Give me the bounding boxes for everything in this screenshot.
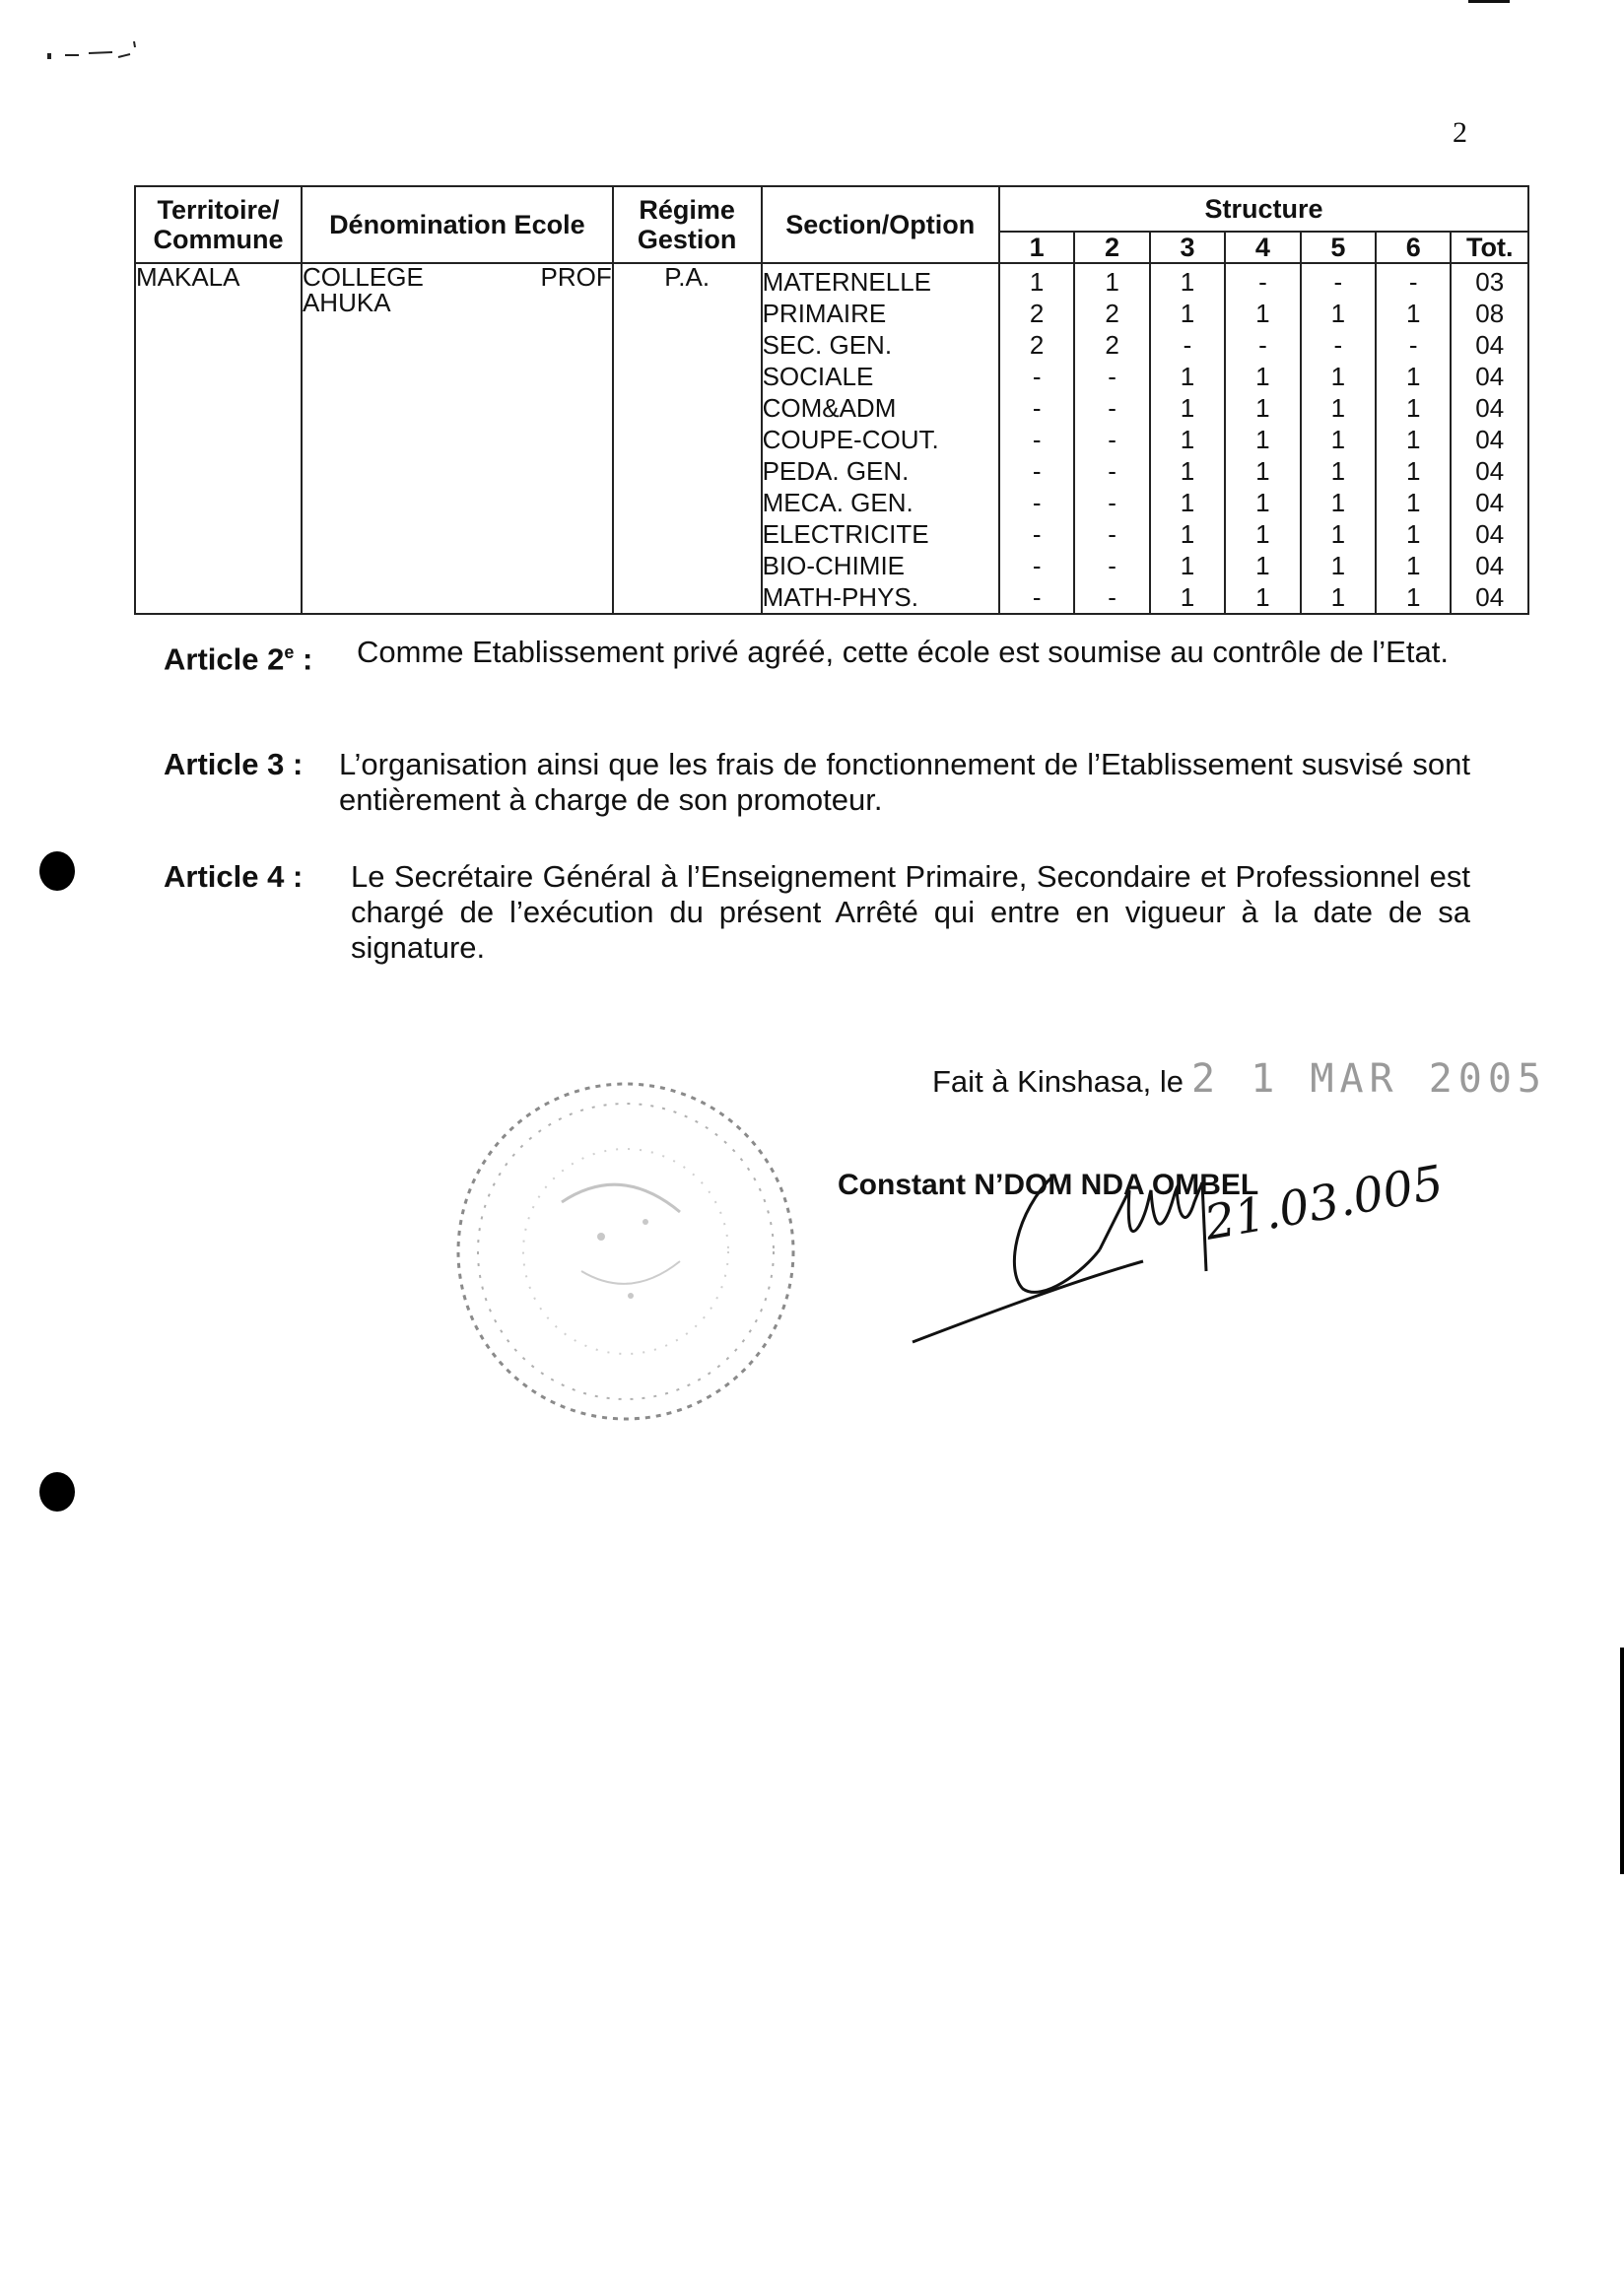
value-col-2: - (1108, 456, 1116, 487)
value-col-1: 2 (1029, 299, 1045, 329)
value-col-6: 1 (1406, 582, 1421, 613)
cell-col-1 (999, 263, 1074, 614)
value-col-3: 1 (1180, 519, 1195, 550)
value-col-tot: 04 (1475, 362, 1505, 392)
header-col-1: 1 (999, 232, 1074, 263)
value-col-5: 1 (1330, 551, 1346, 581)
cell-regime: P.A. (613, 263, 762, 614)
article-2 (164, 635, 1470, 677)
value-col-4: 1 (1255, 488, 1270, 518)
school-structure-table (134, 185, 1529, 615)
value-col-6: - (1408, 330, 1418, 361)
cell-col-2 (1074, 263, 1149, 614)
value-col-1: - (1032, 393, 1042, 424)
article-3-label: Article 3 : (164, 747, 304, 781)
value-col-1: - (1032, 456, 1042, 487)
cell-col-tot (1451, 263, 1528, 614)
value-col-2: - (1108, 362, 1116, 392)
header-col-6: 6 (1376, 232, 1451, 263)
section-item: MATERNELLE (762, 267, 932, 298)
value-col-4: 1 (1255, 393, 1270, 424)
cell-territoire: MAKALA (135, 263, 302, 614)
value-col-5: 1 (1330, 488, 1346, 518)
value-col-5: 1 (1330, 425, 1346, 455)
value-col-tot: 04 (1475, 456, 1505, 487)
value-col-3: - (1183, 330, 1192, 361)
article-4 (164, 859, 1470, 966)
value-col-tot: 04 (1475, 393, 1505, 424)
value-col-3: 1 (1180, 488, 1195, 518)
value-col-5: 1 (1330, 582, 1346, 613)
value-col-tot: 04 (1475, 425, 1505, 455)
header-denomination: Dénomination Ecole (302, 186, 613, 263)
value-col-6: 1 (1406, 488, 1421, 518)
value-col-2: - (1108, 488, 1116, 518)
scan-noise-mark (39, 34, 158, 63)
section-item: SEC. GEN. (762, 330, 893, 361)
value-col-5: - (1333, 267, 1343, 298)
value-col-6: 1 (1406, 456, 1421, 487)
value-col-5: 1 (1330, 456, 1346, 487)
value-col-1: - (1032, 519, 1042, 550)
section-item: PRIMAIRE (762, 299, 887, 329)
value-col-5: 1 (1330, 519, 1346, 550)
cell-denomination (302, 263, 613, 614)
value-col-1: 1 (1029, 267, 1045, 298)
value-col-6: 1 (1406, 393, 1421, 424)
value-col-2: - (1108, 519, 1116, 550)
margin-line (1620, 1648, 1624, 1874)
header-regime: Régime Gestion (613, 186, 762, 263)
value-col-tot: 04 (1475, 519, 1505, 550)
value-col-1: - (1032, 551, 1042, 581)
section-item: PEDA. GEN. (762, 456, 910, 487)
value-col-3: 1 (1180, 551, 1195, 581)
value-col-1: 2 (1029, 330, 1045, 361)
section-item: BIO-CHIMIE (762, 551, 906, 581)
header-col-tot: Tot. (1451, 232, 1528, 263)
value-col-4: 1 (1255, 456, 1270, 487)
page-number: 2 (1453, 116, 1467, 149)
denomination-line1-right: PROF (540, 262, 612, 293)
handwritten-signature (907, 1155, 1448, 1360)
value-col-4: - (1258, 330, 1267, 361)
value-col-4: - (1258, 267, 1267, 298)
value-col-2: 1 (1105, 267, 1119, 298)
value-col-tot: 04 (1475, 330, 1505, 361)
handwritten-date: 21.03.005 (1200, 1155, 1448, 1251)
value-col-5: - (1333, 330, 1343, 361)
cell-col-4 (1225, 263, 1300, 614)
cell-col-3 (1150, 263, 1225, 614)
value-col-1: - (1032, 362, 1042, 392)
section-item: COM&ADM (762, 393, 897, 424)
value-col-2: - (1108, 393, 1116, 424)
value-col-4: 1 (1255, 299, 1270, 329)
table-row (135, 263, 1528, 614)
value-col-6: 1 (1406, 519, 1421, 550)
article-4-text: Le Secrétaire Général à l’Enseignement Primaire, Secondaire et Professionnel est chargé de l’exécution du présent Arrêté qui entre en vigueur à la date de sa signature. (351, 859, 1470, 965)
punch-hole-mark (39, 1472, 75, 1512)
value-col-2: 2 (1105, 299, 1119, 329)
value-col-6: 1 (1406, 551, 1421, 581)
value-col-tot: 08 (1475, 299, 1505, 329)
punch-hole-mark (39, 851, 75, 891)
value-col-1: - (1032, 488, 1042, 518)
section-item: MECA. GEN. (762, 488, 914, 518)
header-col-4: 4 (1225, 232, 1300, 263)
header-section: Section/Option (762, 186, 999, 263)
value-col-6: 1 (1406, 299, 1421, 329)
value-col-6: 1 (1406, 425, 1421, 455)
value-col-3: 1 (1180, 393, 1195, 424)
article-4-label: Article 4 : (164, 859, 304, 894)
value-col-3: 1 (1180, 362, 1195, 392)
value-col-tot: 04 (1475, 582, 1505, 613)
value-col-4: 1 (1255, 551, 1270, 581)
value-col-3: 1 (1180, 456, 1195, 487)
header-territoire: Territoire/ Commune (135, 186, 302, 263)
value-col-2: - (1108, 425, 1116, 455)
value-col-4: 1 (1255, 582, 1270, 613)
value-col-1: - (1032, 425, 1042, 455)
article-3-text: L’organisation ainsi que les frais de fonctionnement de l’Etablissement susvisé sont entièrement à charge de son promoteur. (339, 747, 1470, 817)
value-col-tot: 04 (1475, 488, 1505, 518)
header-structure: Structure (999, 186, 1528, 232)
value-col-3: 1 (1180, 425, 1195, 455)
section-item: ELECTRICITE (762, 519, 929, 550)
header-col-3: 3 (1150, 232, 1225, 263)
value-col-5: 1 (1330, 393, 1346, 424)
value-col-2: 2 (1105, 330, 1119, 361)
place-text: Fait à Kinshasa, le (932, 1064, 1184, 1099)
value-col-4: 1 (1255, 362, 1270, 392)
value-col-3: 1 (1180, 582, 1195, 613)
value-col-5: 1 (1330, 362, 1346, 392)
value-col-4: 1 (1255, 425, 1270, 455)
value-col-3: 1 (1180, 267, 1195, 298)
value-col-4: 1 (1255, 519, 1270, 550)
article-3 (164, 747, 1470, 818)
value-col-3: 1 (1180, 299, 1195, 329)
denomination-line1-left: COLLEGE (302, 262, 424, 293)
date-stamp: 2 1 MAR 2005 (1191, 1056, 1548, 1102)
signatory-name: Constant N’DOM NDA OMBEL (838, 1169, 1259, 1201)
article-2-label: Article 2e : (164, 641, 313, 677)
value-col-tot: 03 (1475, 267, 1505, 298)
value-col-5: 1 (1330, 299, 1346, 329)
value-col-6: 1 (1406, 362, 1421, 392)
place-date-line (932, 1056, 1547, 1102)
header-col-2: 2 (1074, 232, 1149, 263)
value-col-2: - (1108, 551, 1116, 581)
cell-col-6 (1376, 263, 1451, 614)
value-col-6: - (1408, 267, 1418, 298)
scan-edge-mark (1468, 0, 1510, 3)
denomination-line2: AHUKA (302, 288, 391, 318)
table-header-row (135, 186, 1528, 232)
cell-sections (762, 263, 999, 614)
value-col-2: - (1108, 582, 1116, 613)
official-seal (443, 1064, 808, 1439)
value-col-tot: 04 (1475, 551, 1505, 581)
section-item: MATH-PHYS. (762, 582, 918, 613)
value-col-1: - (1032, 582, 1042, 613)
article-2-text: Comme Etablissement privé agréé, cette école est soumise au contrôle de l’Etat. (357, 635, 1449, 669)
section-item: COUPE-COUT. (762, 425, 939, 455)
section-item: SOCIALE (762, 362, 874, 392)
cell-col-5 (1301, 263, 1376, 614)
header-col-5: 5 (1301, 232, 1376, 263)
